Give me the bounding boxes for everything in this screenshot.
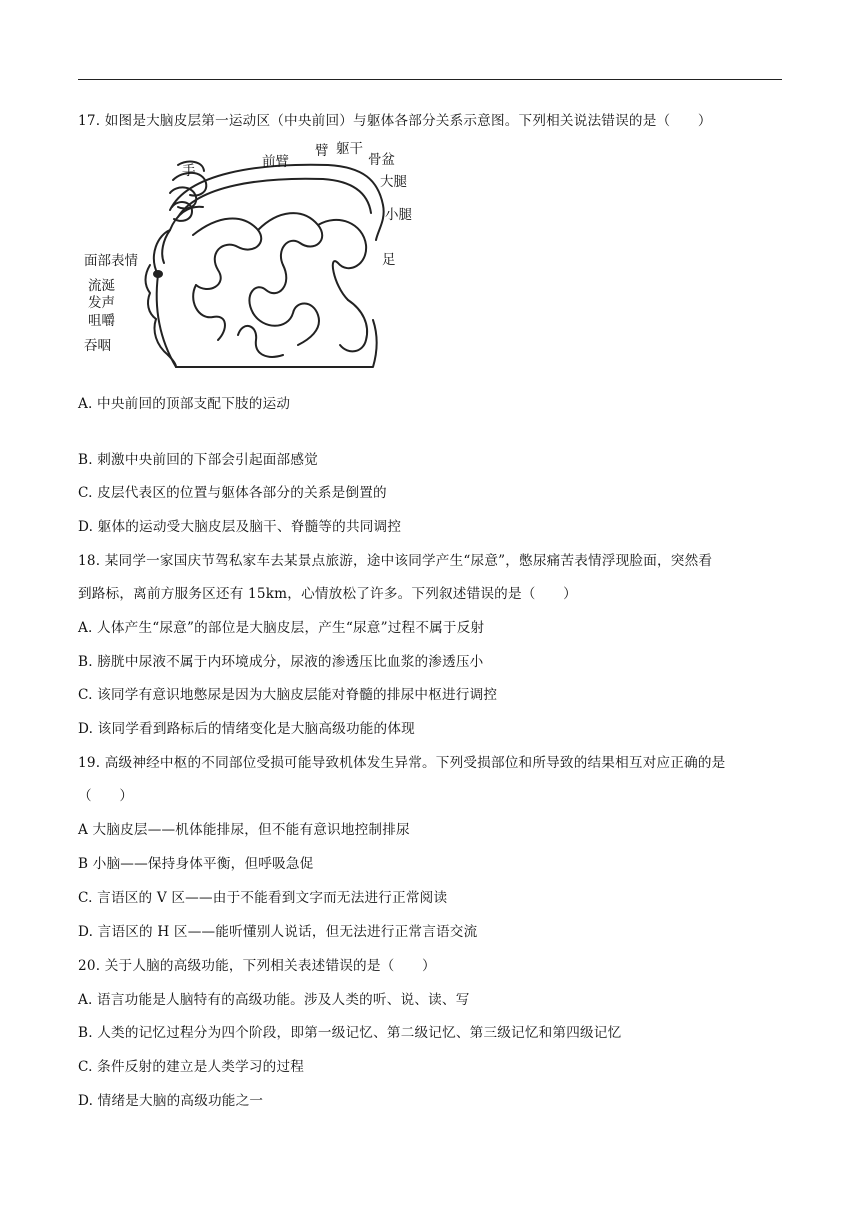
header-rule bbox=[78, 79, 782, 80]
q19-option-a: A 大脑皮层——机体能排尿，但不能有意识地控制排尿 bbox=[78, 822, 410, 838]
q19-stem-line2: （ ） bbox=[78, 788, 134, 804]
q17-option-c: C. 皮层代表区的位置与躯体各部分的关系是倒置的 bbox=[78, 485, 387, 501]
label-forearm: 前臂 bbox=[262, 154, 289, 170]
label-arm: 臂 bbox=[315, 143, 329, 159]
label-face: 面部表情 bbox=[84, 253, 138, 269]
label-voice: 发声 bbox=[88, 295, 115, 311]
label-chew: 咀嚼 bbox=[88, 313, 115, 329]
motor-cortex-figure bbox=[78, 135, 438, 380]
q19-option-c: C. 言语区的 V 区——由于不能看到文字而无法进行正常阅读 bbox=[78, 890, 448, 906]
q19-option-b: B 小脑——保持身体平衡，但呼吸急促 bbox=[78, 856, 314, 872]
q19-option-d: D. 言语区的 H 区——能听懂别人说话，但无法进行正常言语交流 bbox=[78, 924, 478, 940]
q17-option-d: D. 躯体的运动受大脑皮层及脑干、脊髓等的共同调控 bbox=[78, 519, 402, 535]
q20-stem: 20. 关于人脑的高级功能，下列相关表述错误的是（ ） bbox=[78, 958, 436, 974]
label-trunk: 躯干 bbox=[336, 141, 363, 157]
q18-option-d: D. 该同学看到路标后的情绪变化是大脑高级功能的体现 bbox=[78, 721, 415, 737]
q18-option-c: C. 该同学有意识地憋尿是因为大脑皮层能对脊髓的排尿中枢进行调控 bbox=[78, 687, 498, 703]
q20-option-b: B. 人类的记忆过程分为四个阶段，即第一级记忆、第二级记忆、第三级记忆和第四级记忆 bbox=[78, 1025, 622, 1041]
q17-option-a: A. 中央前回的顶部支配下肢的运动 bbox=[78, 396, 291, 412]
label-drool: 流涎 bbox=[88, 278, 115, 294]
q20-option-c: C. 条件反射的建立是人类学习的过程 bbox=[78, 1059, 305, 1075]
label-foot: 足 bbox=[382, 252, 396, 268]
label-hand: 手 bbox=[182, 163, 196, 179]
q17-stem: 17. 如图是大脑皮层第一运动区（中央前回）与躯体各部分关系示意图。下列相关说法错误的是（ ） bbox=[78, 113, 712, 129]
q18-option-a: A. 人体产生“尿意”的部位是大脑皮层，产生“尿意”过程不属于反射 bbox=[78, 620, 485, 636]
label-swallow: 吞咽 bbox=[84, 338, 111, 354]
q18-stem-line2: 到路标，离前方服务区还有 15km，心情放松了许多。下列叙述错误的是（ ） bbox=[78, 586, 577, 602]
label-calf: 小腿 bbox=[385, 207, 412, 223]
q20-option-a: A. 语言功能是人脑特有的高级功能。涉及人类的听、说、读、写 bbox=[78, 992, 470, 1008]
q18-stem-line1: 18. 某同学一家国庆节驾私家车去某景点旅游，途中该同学产生“尿意”，憋尿痛苦表情浮现脸面，突然看 bbox=[78, 553, 713, 569]
q19-stem-line1: 19. 高级神经中枢的不同部位受损可能导致机体发生异常。下列受损部位和所导致的结果相互对应正确的是 bbox=[78, 755, 726, 771]
q18-option-b: B. 膀胱中尿液不属于内环境成分，尿液的渗透压比血浆的渗透压小 bbox=[78, 654, 484, 670]
q17-option-b: B. 刺激中央前回的下部会引起面部感觉 bbox=[78, 452, 318, 468]
label-pelvis: 骨盆 bbox=[368, 152, 395, 168]
label-thigh: 大腿 bbox=[380, 174, 407, 190]
q20-option-d: D. 情绪是大脑的高级功能之一 bbox=[78, 1093, 264, 1109]
